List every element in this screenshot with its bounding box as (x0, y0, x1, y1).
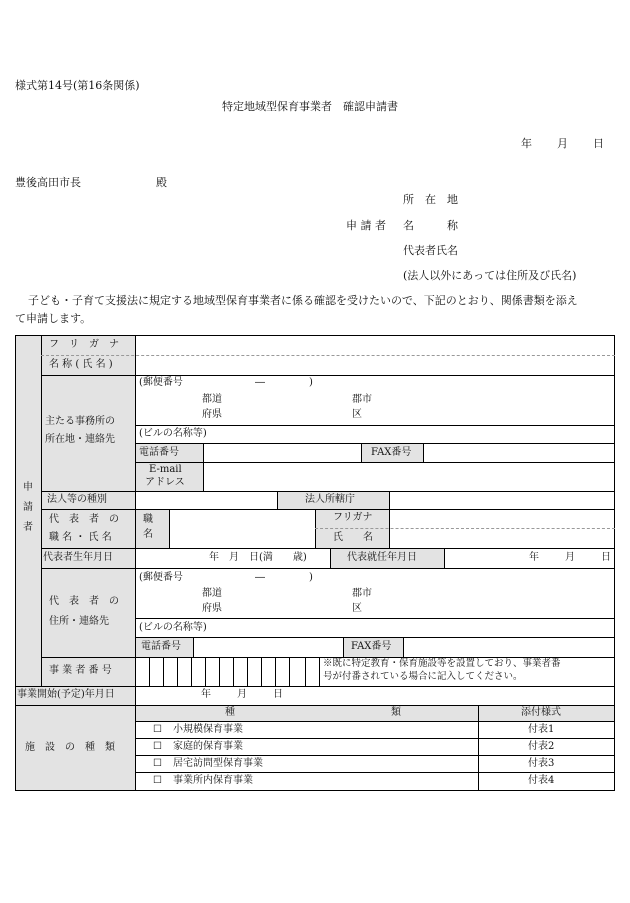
biz-number-note-2: 号が付番されている場合に記入してください。 (323, 671, 523, 682)
side-label-3: 者 (23, 522, 33, 533)
side-label-1: 申 (23, 482, 33, 493)
rep-building-label: (ビルの名称等) (139, 622, 207, 633)
applicant-address-label: 所 在 地 (403, 193, 458, 206)
honorific: 殿 (156, 176, 167, 189)
corp-type-label: 法人等の種別 (47, 494, 107, 505)
start-date-month: 月 (237, 689, 247, 700)
facility-type-label: 施 設 の 種 類 (25, 742, 115, 753)
shoku-label-1: 職 (143, 514, 153, 525)
facility-kind-2: 類 (391, 707, 401, 718)
facility-attach-header: 添付様式 (521, 707, 561, 718)
rep-todo: 都道 (202, 588, 222, 599)
office-fax-label: FAX番号 (371, 447, 412, 458)
rep-postal-dash: ― (255, 572, 265, 583)
date-year-label: 年 (521, 137, 532, 150)
facility-attach-4: 付表4 (528, 775, 555, 786)
intro-text-line2: て申請します。 (15, 312, 92, 325)
rep-title-label-1: 代 表 者 の (49, 514, 119, 525)
corp-office-label: 法人所轄庁 (305, 494, 355, 505)
form-number: 様式第14号(第16条関係) (15, 79, 140, 92)
office-postal-label: (郵便番号 (139, 377, 183, 388)
rep-start-month: 月 (565, 552, 575, 563)
start-date-day: 日 (273, 689, 283, 700)
facility-name-4: 事業所内保育事業 (173, 775, 253, 786)
date-day-label: 日 (593, 137, 604, 150)
biz-number-label: 事 業 者 番 号 (49, 665, 112, 676)
office-ku: 区 (352, 409, 362, 420)
office-label-1: 主たる事務所の (45, 416, 115, 427)
facility-attach-3: 付表3 (528, 758, 555, 769)
rep-fax-label: FAX番号 (351, 641, 392, 652)
rep-birth-label: 代表者生年月日 (43, 552, 113, 563)
rep-ku: 区 (352, 603, 362, 614)
applicant-name-label: 名 称 (403, 219, 458, 232)
shoku-label-2: 名 (143, 529, 153, 540)
office-postal-close: ) (309, 377, 313, 388)
email-label-2: アドレス (145, 477, 185, 488)
rep-gunshi: 郡市 (352, 588, 372, 599)
facility-name-1: 小規模保育事業 (173, 724, 243, 735)
applicant-label: 申 請 者 (346, 219, 386, 232)
biz-number-note-1: ※既に特定教育・保育施設等を設置しており、事業者番 (323, 658, 561, 669)
rep-start-year: 年 (529, 552, 539, 563)
start-date-year: 年 (201, 689, 211, 700)
rep-birth-value: 年 月 日(満 歳) (209, 552, 307, 563)
facility-name-2: 家庭的保育事業 (173, 741, 243, 752)
facility-checkbox-2[interactable]: ☐ (153, 741, 162, 752)
addressee: 豊後高田市長 (15, 176, 81, 189)
office-postal-dash: ― (255, 377, 265, 388)
office-gunshi: 郡市 (352, 394, 372, 405)
facility-checkbox-1[interactable]: ☐ (153, 724, 162, 735)
applicant-note: (法人以外にあっては住所及び氏名) (403, 269, 577, 282)
rep-name-label: 氏 名 (333, 532, 373, 543)
office-building-label: (ビルの名称等) (139, 428, 207, 439)
applicant-rep-label: 代表者氏名 (403, 244, 458, 257)
office-phone-label: 電話番号 (139, 447, 179, 458)
facility-name-3: 居宅訪問型保育事業 (173, 758, 263, 769)
facility-attach-2: 付表2 (528, 741, 555, 752)
rep-start-day: 日 (601, 552, 611, 563)
facility-attach-1: 付表1 (528, 724, 555, 735)
facility-checkbox-3[interactable]: ☐ (153, 758, 162, 769)
application-form-table (15, 335, 615, 791)
email-label-1: E-mail (149, 464, 182, 475)
office-fuken: 府県 (202, 409, 222, 420)
side-label-2: 請 (23, 502, 33, 513)
office-label-2: 所在地・連絡先 (45, 434, 115, 445)
rep-furigana-label: フリガナ (333, 512, 373, 523)
rep-phone-label: 電話番号 (141, 641, 181, 652)
intro-text-line1: 子ども・子育て支援法に規定する地域型保育事業者に係る確認を受けたいので、下記のとおり、関係書類を添え (28, 294, 578, 307)
rep-addr-label-1: 代 表 者 の (49, 596, 119, 607)
name-label: 名 称 ( 氏 名 ) (49, 359, 113, 370)
label-column-bg (41, 335, 135, 686)
rep-addr-label-2: 住所・連絡先 (49, 616, 109, 627)
rep-title-label-2: 職 名 ・ 氏 名 (49, 532, 112, 543)
office-todo: 都道 (202, 394, 222, 405)
rep-fuken: 府県 (202, 603, 222, 614)
date-month-label: 月 (557, 137, 568, 150)
start-date-label: 事業開始(予定)年月日 (17, 689, 115, 700)
rep-start-label: 代表就任年月日 (347, 552, 417, 563)
facility-checkbox-4[interactable]: ☐ (153, 775, 162, 786)
rep-postal-close: ) (309, 572, 313, 583)
document-title: 特定地域型保育事業者 確認申請書 (222, 100, 398, 113)
rep-postal-label: (郵便番号 (139, 572, 183, 583)
furigana-label: フ リ ガ ナ (49, 339, 119, 350)
facility-kind-1: 種 (225, 707, 235, 718)
